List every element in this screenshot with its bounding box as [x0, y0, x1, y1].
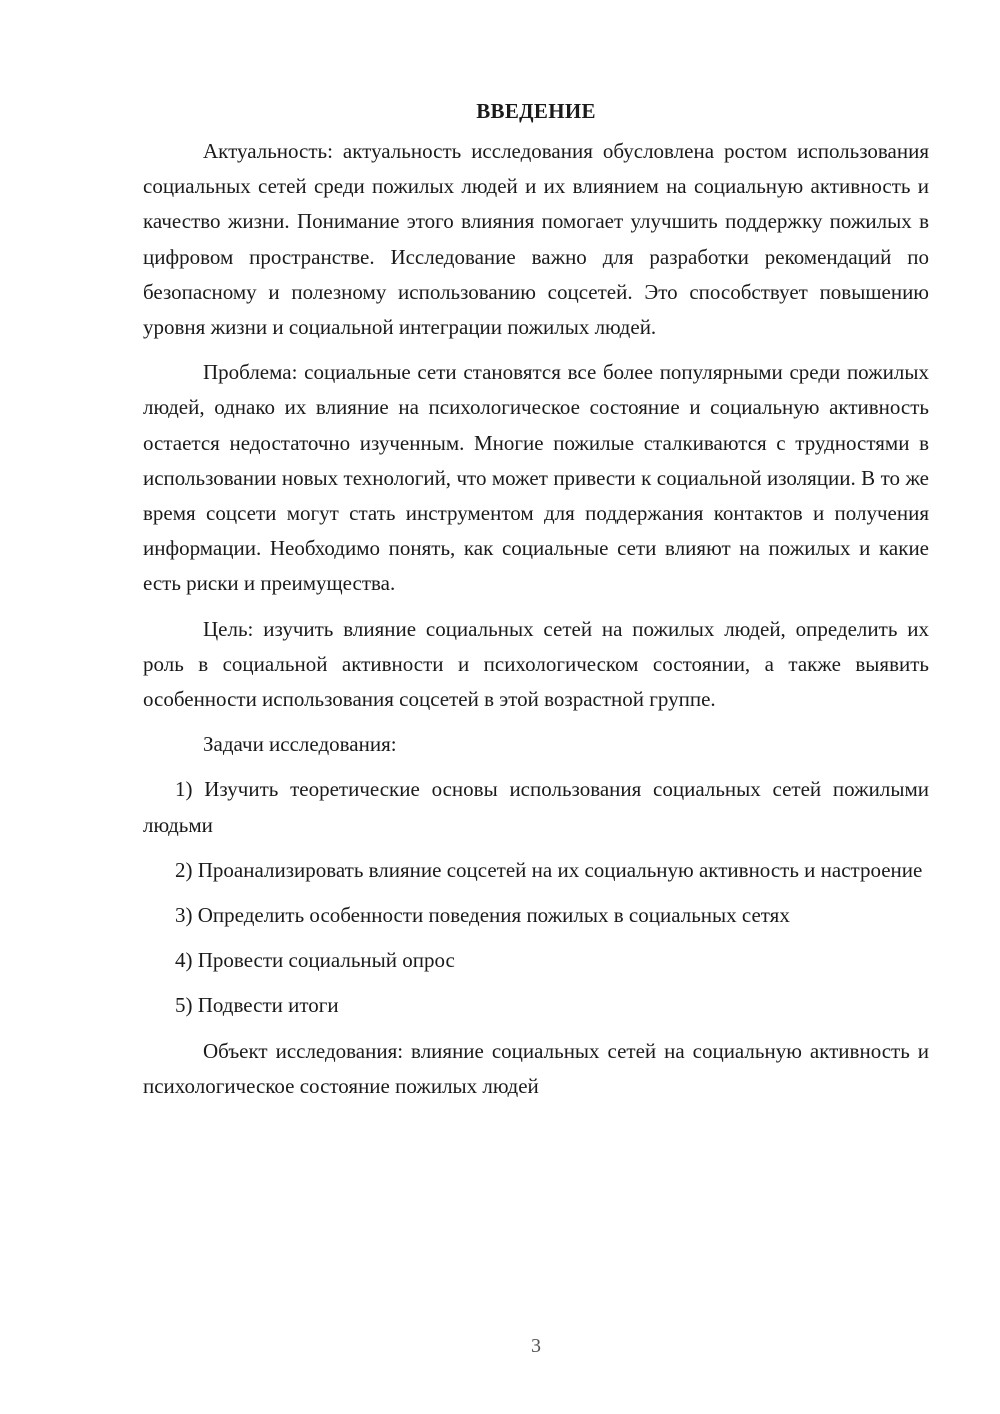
page-number: 3 [531, 1335, 541, 1357]
task-item: 5) Подвести итоги [175, 993, 339, 1018]
task-item: 2) Проанализировать влияние соцсетей на их социальную активность и настроение [175, 857, 923, 882]
task-item: 1) Изучить теоретические основы использования социальных сетей пожилыми людьми [143, 777, 929, 837]
task-item: 4) Провести социальный опрос [175, 948, 455, 973]
tasks-heading: Задачи исследования: [203, 732, 397, 757]
paragraph-relevance: Актуальность: актуальность исследования обусловлена ростом использования социальных сетей среди пожилых людей и их влиянием на социальную активность и качество жизни. Понимание этого влияния помогает улучшить поддержку пожилых в цифровом пространстве. Исследование важно для разработки рекомендаций по безопасному и полезному использованию соцсетей. Это способствует повышению уровня жизни и социальной интеграции пожилых людей. [143, 139, 929, 340]
paragraph-goal: Цель: изучить влияние социальных сетей на пожилых людей, определить их роль в социальной активности и психологическом состоянии, а также выявить особенности использования соцсетей в этой возрастной группе. [143, 616, 929, 712]
paragraph-object: Объект исследования: влияние социальных сетей на социальную активность и психологическое состояние пожилых людей [143, 1038, 929, 1098]
document-page [143, 96, 929, 1114]
task-item: 3) Определить особенности поведения пожилых в социальных сетях [175, 903, 790, 928]
paragraph-problem: Проблема: социальные сети становятся все более популярными среди пожилых людей, однако их влияние на психологическое состояние и социальную активность остается недостаточно изученным. Многие пожилые сталкиваются с трудностями в использовании новых технологий, что может привести к социальной изоляции. В то же время соцсети могут стать инструментом для поддержания контактов и получения информации. Необходимо понять, как социальные сети влияют на пожилых и какие есть риски и преимущества. [143, 360, 929, 596]
page-title: ВВЕДЕНИЕ [476, 99, 596, 123]
